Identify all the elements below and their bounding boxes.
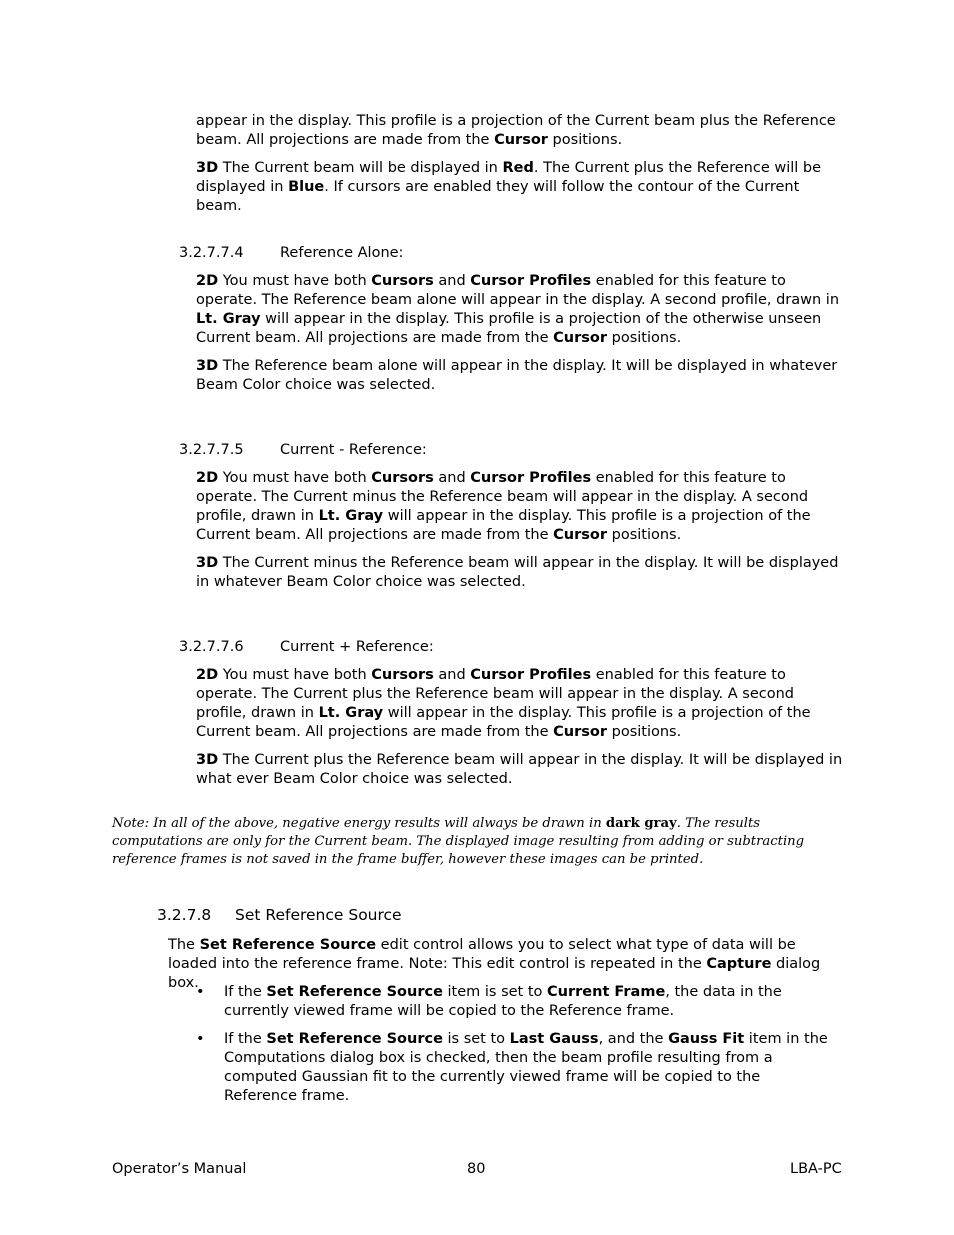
intro-paragraph: appear in the display. This profile is a projection of the Current beam plus the Reference beam. All projections are made from the Cursor positions. xyxy=(196,113,836,148)
footer-left: Operator’s Manual xyxy=(112,1161,247,1177)
paragraph-2d: 2D You must have both Cursors and Cursor Profiles enabled for this feature to operate. The Current minus the Reference beam will appear in the display. A second profile, drawn in Lt. Gray will appear in the display. This profile is a projection of the Current beam. All projections are made from the Cursor positions. xyxy=(196,470,811,543)
section-heading: 3.2.7.7.5 Current - Reference: xyxy=(179,442,427,458)
paragraph-2d: 2D You must have both Cursors and Cursor Profiles enabled for this feature to operate. The Current plus the Reference beam will appear in the display. A second profile, drawn in Lt. Gray will appear in the display. This profile is a projection of the Current beam. All projections are made from the Cursor positions. xyxy=(196,667,811,740)
section-body xyxy=(196,666,846,789)
paragraph-3d: 3D The Reference beam alone will appear in the display. It will be displayed in whatever Beam Color choice was selected. xyxy=(196,358,838,393)
bullet-icon: • xyxy=(196,984,205,1000)
section-body xyxy=(196,469,846,592)
list-item-text: If the Set Reference Source item is set to Current Frame, the data in the currently viewed frame will be copied to the Reference frame. xyxy=(224,984,782,1019)
paragraph-3d: 3D The Current minus the Reference beam will appear in the display. It will be displayed in whatever Beam Color choice was selected. xyxy=(196,555,839,590)
paragraph-3d: 3D The Current plus the Reference beam will appear in the display. It will be displayed in what ever Beam Color choice was selected. xyxy=(196,752,843,787)
bullet-icon: • xyxy=(196,1031,205,1047)
intro-block xyxy=(196,112,846,216)
section-heading: 3.2.7.7.4 Reference Alone: xyxy=(179,245,404,261)
list-item-text: If the Set Reference Source is set to Last Gauss, and the Gauss Fit item in the Computations dialog box is checked, then the beam profile resulting from a computed Gaussian fit to the currently viewed frame will be copied to the Reference frame. xyxy=(224,1031,828,1104)
section-heading: 3.2.7.7.6 Current + Reference: xyxy=(179,639,434,655)
page-number: 80 xyxy=(467,1161,486,1177)
section-heading-set-reference-source: 3.2.7.8 Set Reference Source xyxy=(157,906,402,924)
note-paragraph: Note: In all of the above, negative energy results will always be drawn in dark gray. The results computations are only for the Current beam. The displayed image resulting from adding or subtracting reference frames is not saved in the frame buffer, however these images can be printed. xyxy=(112,816,805,867)
section-body xyxy=(196,272,846,395)
intro-3d-paragraph: 3D The Current beam will be displayed in Red. The Current plus the Reference will be displayed in Blue. If cursors are enabled they will follow the contour of the Current beam. xyxy=(196,160,822,214)
set-reference-body: The Set Reference Source edit control allows you to select what type of data will be loaded into the reference frame. Note: This edit control is repeated in the Capture dialog box. xyxy=(168,937,821,991)
paragraph-2d: 2D You must have both Cursors and Cursor Profiles enabled for this feature to operate. The Reference beam alone will appear in the display. A second profile, drawn in Lt. Gray will appear in the display. This profile is a projection of the otherwise unseen Current beam. All projections are made from the Cursor positions. xyxy=(196,273,840,346)
footer-right: LBA-PC xyxy=(790,1161,842,1177)
